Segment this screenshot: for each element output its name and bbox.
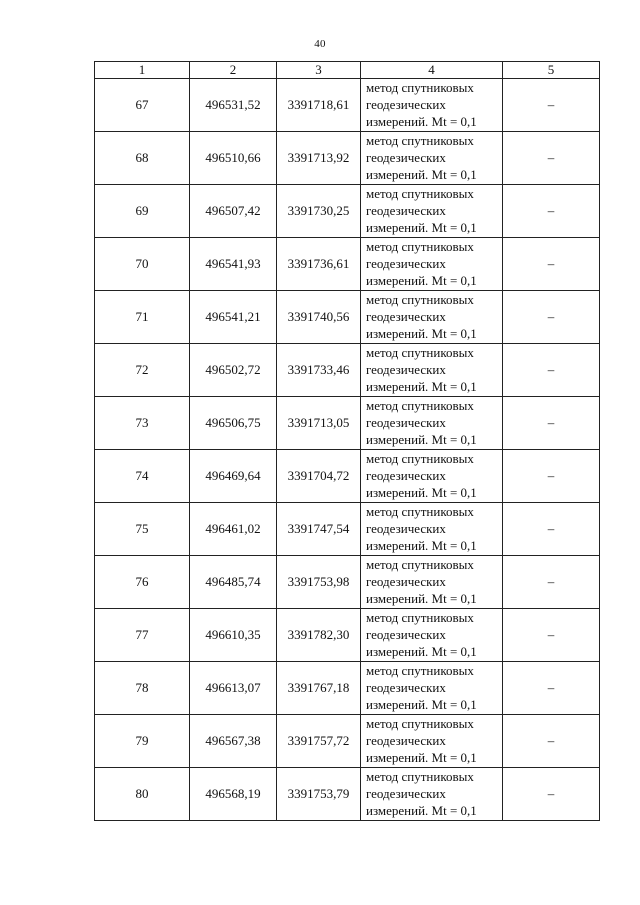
- method-text-line: геодезических: [366, 733, 446, 749]
- x-coordinate-cell: 496506,75: [190, 396, 277, 449]
- note-cell: –: [503, 608, 600, 661]
- note-cell: –: [503, 714, 600, 767]
- y-coordinate-cell: 3391704,72: [277, 449, 361, 502]
- method-text-line: метод спутниковых: [366, 133, 474, 149]
- header-col-2: 2: [190, 62, 277, 79]
- method-text-line: геодезических: [366, 309, 446, 325]
- note-cell: –: [503, 237, 600, 290]
- x-coordinate-cell: 496568,19: [190, 767, 277, 820]
- method-cell: [361, 555, 503, 608]
- table-header-row: [95, 62, 600, 79]
- header-col-5: 5: [503, 62, 600, 79]
- y-coordinate-cell: 3391753,98: [277, 555, 361, 608]
- point-number-cell: 73: [95, 396, 190, 449]
- method-text-line: метод спутниковых: [366, 504, 474, 520]
- x-coordinate-cell: 496541,93: [190, 237, 277, 290]
- method-text-line: метод спутниковых: [366, 186, 474, 202]
- table-row: [95, 131, 600, 184]
- method-text-line: метод спутниковых: [366, 292, 474, 308]
- method-text-line: геодезических: [366, 150, 446, 166]
- y-coordinate-cell: 3391747,54: [277, 502, 361, 555]
- y-coordinate-cell: 3391733,46: [277, 343, 361, 396]
- y-coordinate-cell: 3391713,05: [277, 396, 361, 449]
- method-text-line: измерений. Mt = 0,1: [366, 167, 477, 183]
- point-number-cell: 68: [95, 131, 190, 184]
- y-coordinate-cell: 3391757,72: [277, 714, 361, 767]
- method-text-line: метод спутниковых: [366, 80, 474, 96]
- y-coordinate-cell: 3391740,56: [277, 290, 361, 343]
- method-cell: [361, 661, 503, 714]
- x-coordinate-cell: 496610,35: [190, 608, 277, 661]
- method-text-line: измерений. Mt = 0,1: [366, 379, 477, 395]
- y-coordinate-cell: 3391782,30: [277, 608, 361, 661]
- table-row: [95, 78, 600, 131]
- method-cell: [361, 714, 503, 767]
- method-text-line: измерений. Mt = 0,1: [366, 591, 477, 607]
- note-cell: –: [503, 661, 600, 714]
- method-text-line: метод спутниковых: [366, 239, 474, 255]
- method-cell: [361, 343, 503, 396]
- note-cell: –: [503, 131, 600, 184]
- method-text-line: метод спутниковых: [366, 345, 474, 361]
- point-number-cell: 70: [95, 237, 190, 290]
- method-cell: [361, 131, 503, 184]
- table-row: [95, 661, 600, 714]
- method-text-line: измерений. Mt = 0,1: [366, 432, 477, 448]
- method-text-line: измерений. Mt = 0,1: [366, 538, 477, 554]
- note-cell: –: [503, 767, 600, 820]
- y-coordinate-cell: 3391730,25: [277, 184, 361, 237]
- y-coordinate-cell: 3391718,61: [277, 78, 361, 131]
- y-coordinate-cell: 3391713,92: [277, 131, 361, 184]
- method-text-line: геодезических: [366, 627, 446, 643]
- method-text-line: геодезических: [366, 521, 446, 537]
- note-cell: –: [503, 184, 600, 237]
- point-number-cell: 78: [95, 661, 190, 714]
- table-row: [95, 608, 600, 661]
- method-cell: [361, 78, 503, 131]
- method-text-line: метод спутниковых: [366, 663, 474, 679]
- table-row: [95, 343, 600, 396]
- method-text-line: метод спутниковых: [366, 716, 474, 732]
- method-text-line: геодезических: [366, 680, 446, 696]
- method-text-line: геодезических: [366, 97, 446, 113]
- x-coordinate-cell: 496502,72: [190, 343, 277, 396]
- x-coordinate-cell: 496507,42: [190, 184, 277, 237]
- method-text-line: метод спутниковых: [366, 398, 474, 414]
- point-number-cell: 67: [95, 78, 190, 131]
- point-number-cell: 80: [95, 767, 190, 820]
- coordinates-table: [94, 61, 600, 821]
- table-row: [95, 449, 600, 502]
- method-text-line: геодезических: [366, 786, 446, 802]
- header-col-3: 3: [277, 62, 361, 79]
- method-text-line: геодезических: [366, 574, 446, 590]
- x-coordinate-cell: 496541,21: [190, 290, 277, 343]
- table-row: [95, 502, 600, 555]
- x-coordinate-cell: 496567,38: [190, 714, 277, 767]
- method-cell: [361, 608, 503, 661]
- y-coordinate-cell: 3391736,61: [277, 237, 361, 290]
- header-col-1: 1: [95, 62, 190, 79]
- page-number: 40: [314, 38, 326, 50]
- x-coordinate-cell: 496531,52: [190, 78, 277, 131]
- x-coordinate-cell: 496461,02: [190, 502, 277, 555]
- note-cell: –: [503, 449, 600, 502]
- method-cell: [361, 184, 503, 237]
- header-col-4: 4: [361, 62, 503, 79]
- y-coordinate-cell: 3391753,79: [277, 767, 361, 820]
- point-number-cell: 75: [95, 502, 190, 555]
- method-text-line: измерений. Mt = 0,1: [366, 273, 477, 289]
- method-text-line: метод спутниковых: [366, 769, 474, 785]
- table-body: [95, 78, 600, 820]
- method-text-line: геодезических: [366, 203, 446, 219]
- point-number-cell: 74: [95, 449, 190, 502]
- point-number-cell: 71: [95, 290, 190, 343]
- method-cell: [361, 449, 503, 502]
- x-coordinate-cell: 496510,66: [190, 131, 277, 184]
- table-row: [95, 237, 600, 290]
- table-row: [95, 184, 600, 237]
- method-text-line: геодезических: [366, 415, 446, 431]
- note-cell: –: [503, 343, 600, 396]
- point-number-cell: 79: [95, 714, 190, 767]
- note-cell: –: [503, 396, 600, 449]
- method-text-line: измерений. Mt = 0,1: [366, 114, 477, 130]
- table-row: [95, 555, 600, 608]
- note-cell: –: [503, 78, 600, 131]
- x-coordinate-cell: 496613,07: [190, 661, 277, 714]
- method-cell: [361, 237, 503, 290]
- method-text-line: геодезических: [366, 362, 446, 378]
- y-coordinate-cell: 3391767,18: [277, 661, 361, 714]
- note-cell: –: [503, 555, 600, 608]
- method-text-line: измерений. Mt = 0,1: [366, 485, 477, 501]
- method-cell: [361, 767, 503, 820]
- method-text-line: измерений. Mt = 0,1: [366, 750, 477, 766]
- method-text-line: измерений. Mt = 0,1: [366, 644, 477, 660]
- point-number-cell: 77: [95, 608, 190, 661]
- method-cell: [361, 502, 503, 555]
- point-number-cell: 76: [95, 555, 190, 608]
- method-text-line: измерений. Mt = 0,1: [366, 326, 477, 342]
- method-cell: [361, 396, 503, 449]
- method-text-line: геодезических: [366, 256, 446, 272]
- method-text-line: геодезических: [366, 468, 446, 484]
- x-coordinate-cell: 496485,74: [190, 555, 277, 608]
- table-row: [95, 396, 600, 449]
- note-cell: –: [503, 290, 600, 343]
- method-text-line: метод спутниковых: [366, 451, 474, 467]
- method-text-line: метод спутниковых: [366, 610, 474, 626]
- table-row: [95, 767, 600, 820]
- method-text-line: измерений. Mt = 0,1: [366, 220, 477, 236]
- note-cell: –: [503, 502, 600, 555]
- method-cell: [361, 290, 503, 343]
- point-number-cell: 72: [95, 343, 190, 396]
- method-text-line: измерений. Mt = 0,1: [366, 697, 477, 713]
- table-row: [95, 714, 600, 767]
- method-text-line: измерений. Mt = 0,1: [366, 803, 477, 819]
- x-coordinate-cell: 496469,64: [190, 449, 277, 502]
- table-row: [95, 290, 600, 343]
- method-text-line: метод спутниковых: [366, 557, 474, 573]
- point-number-cell: 69: [95, 184, 190, 237]
